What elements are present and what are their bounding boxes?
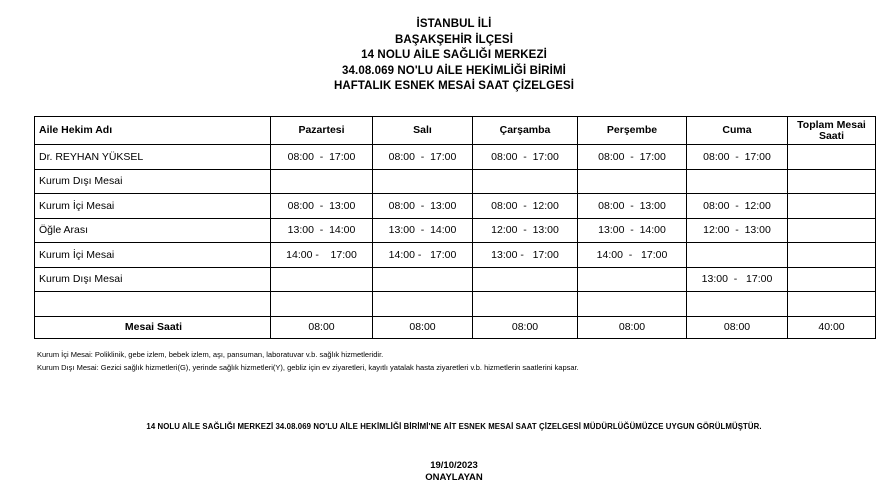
header-center: 14 NOLU AİLE SAĞLIĞI MERKEZİ (361, 49, 547, 62)
approval-date: 19/10/2023 (430, 460, 478, 471)
time-cell: 13:00 - 17:00 (687, 267, 788, 292)
table-row (35, 145, 876, 170)
time-cell: 08:00 - 17:00 (473, 145, 578, 170)
table-header-row (35, 117, 876, 145)
row-label: Öğle Arası (35, 218, 271, 243)
time-cell: 12:00 - 13:00 (687, 218, 788, 243)
time-cell (578, 169, 687, 194)
time-cell: 08:00 - 17:00 (578, 145, 687, 170)
header-district: BAŞAKŞEHİR İLÇESİ (395, 33, 513, 46)
time-cell (788, 169, 876, 194)
table-row (35, 169, 876, 194)
table-row (35, 194, 876, 219)
time-cell (687, 243, 788, 268)
row-label: Dr. REYHAN YÜKSEL (35, 145, 271, 170)
time-cell: 08:00 - 17:00 (373, 145, 473, 170)
time-cell (373, 267, 473, 292)
total-label: Mesai Saati (35, 316, 271, 338)
column-header: Cuma (687, 117, 788, 145)
table-row (35, 292, 876, 317)
column-header: Aile Hekim Adı (35, 117, 271, 145)
time-cell (788, 218, 876, 243)
note-internal: Kurum İçi Mesai: Poliklinik, gebe izlem, bebek izlem, aşı, pansuman, laboratuvar v.b. sağlık hizmetleridir. (37, 350, 384, 359)
table-total-row (35, 316, 876, 338)
time-cell: 14:00 - 17:00 (373, 243, 473, 268)
total-cell: 08:00 (473, 316, 578, 338)
time-cell: 13:00 - 17:00 (473, 243, 578, 268)
time-cell (473, 169, 578, 194)
time-cell: 14:00 - 17:00 (578, 243, 687, 268)
time-cell (788, 145, 876, 170)
table-row (35, 243, 876, 268)
total-cell: 08:00 (271, 316, 373, 338)
header-title: HAFTALIK ESNEK MESAİ SAAT ÇİZELGESİ (333, 80, 575, 93)
time-cell (788, 243, 876, 268)
time-cell (687, 292, 788, 317)
column-header: Toplam Mesai Saati (788, 117, 876, 145)
document-header (0, 17, 892, 95)
time-cell (788, 292, 876, 317)
time-cell (473, 292, 578, 317)
total-cell: 08:00 (373, 316, 473, 338)
column-header: Perşembe (578, 117, 687, 145)
total-cell: 08:00 (687, 316, 788, 338)
time-cell: 13:00 - 14:00 (373, 218, 473, 243)
total-cell: 08:00 (578, 316, 687, 338)
time-cell: 08:00 - 17:00 (271, 145, 373, 170)
schedule-table (34, 116, 876, 339)
row-label: Kurum İçi Mesai (35, 194, 271, 219)
time-cell (788, 267, 876, 292)
time-cell (271, 169, 373, 194)
row-label: Kurum Dışı Mesai (35, 267, 271, 292)
time-cell: 13:00 - 14:00 (271, 218, 373, 243)
approver-label: ONAYLAYAN (425, 471, 483, 483)
time-cell (578, 267, 687, 292)
header-province: İSTANBUL İLİ (416, 18, 492, 30)
row-label: Kurum Dışı Mesai (35, 169, 271, 194)
time-cell (373, 169, 473, 194)
time-cell (473, 267, 578, 292)
signature-block (0, 460, 892, 483)
time-cell: 08:00 - 13:00 (578, 194, 687, 219)
time-cell: 08:00 - 13:00 (271, 194, 373, 219)
time-cell (271, 292, 373, 317)
time-cell (373, 292, 473, 317)
row-label (35, 292, 271, 317)
time-cell (578, 292, 687, 317)
time-cell (788, 194, 876, 219)
time-cell: 08:00 - 17:00 (687, 145, 788, 170)
table-row (35, 218, 876, 243)
time-cell (687, 169, 788, 194)
time-cell: 12:00 - 13:00 (473, 218, 578, 243)
column-header: Salı (373, 117, 473, 145)
column-header: Çarşamba (473, 117, 578, 145)
total-cell: 40:00 (788, 316, 876, 338)
time-cell: 08:00 - 12:00 (473, 194, 578, 219)
time-cell: 08:00 - 13:00 (373, 194, 473, 219)
time-cell: 14:00 - 17:00 (271, 243, 373, 268)
header-unit: 34.08.069 NO'LU AİLE HEKİMLİĞİ BİRİMİ (342, 64, 566, 77)
column-header: Pazartesi (271, 117, 373, 145)
row-label: Kurum İçi Mesai (35, 243, 271, 268)
note-external: Kurum Dışı Mesai: Gezici sağlık hizmetleri(G), yerinde sağlık hizmetleri(Y), gebliz için ev ziyaretleri, kayıtlı yatalak hasta ziyaretleri v.b. hizmetlerin saatlerini kapsar. (37, 362, 579, 372)
time-cell: 08:00 - 12:00 (687, 194, 788, 219)
time-cell (271, 267, 373, 292)
approval-statement: 14 NOLU AİLE SAĞLIĞI MERKEZİ 34.08.069 NO'LU AİLE HEKİMLİĞİ BİRİMİ'NE AİT ESNEK MESAİ SAAT ÇİZELGESİ MÜDÜRLÜĞÜMÜZCE UYGUN GÖRÜLMÜŞTÜR. (146, 422, 762, 431)
footnotes (37, 349, 579, 374)
table-row (35, 267, 876, 292)
time-cell: 13:00 - 14:00 (578, 218, 687, 243)
